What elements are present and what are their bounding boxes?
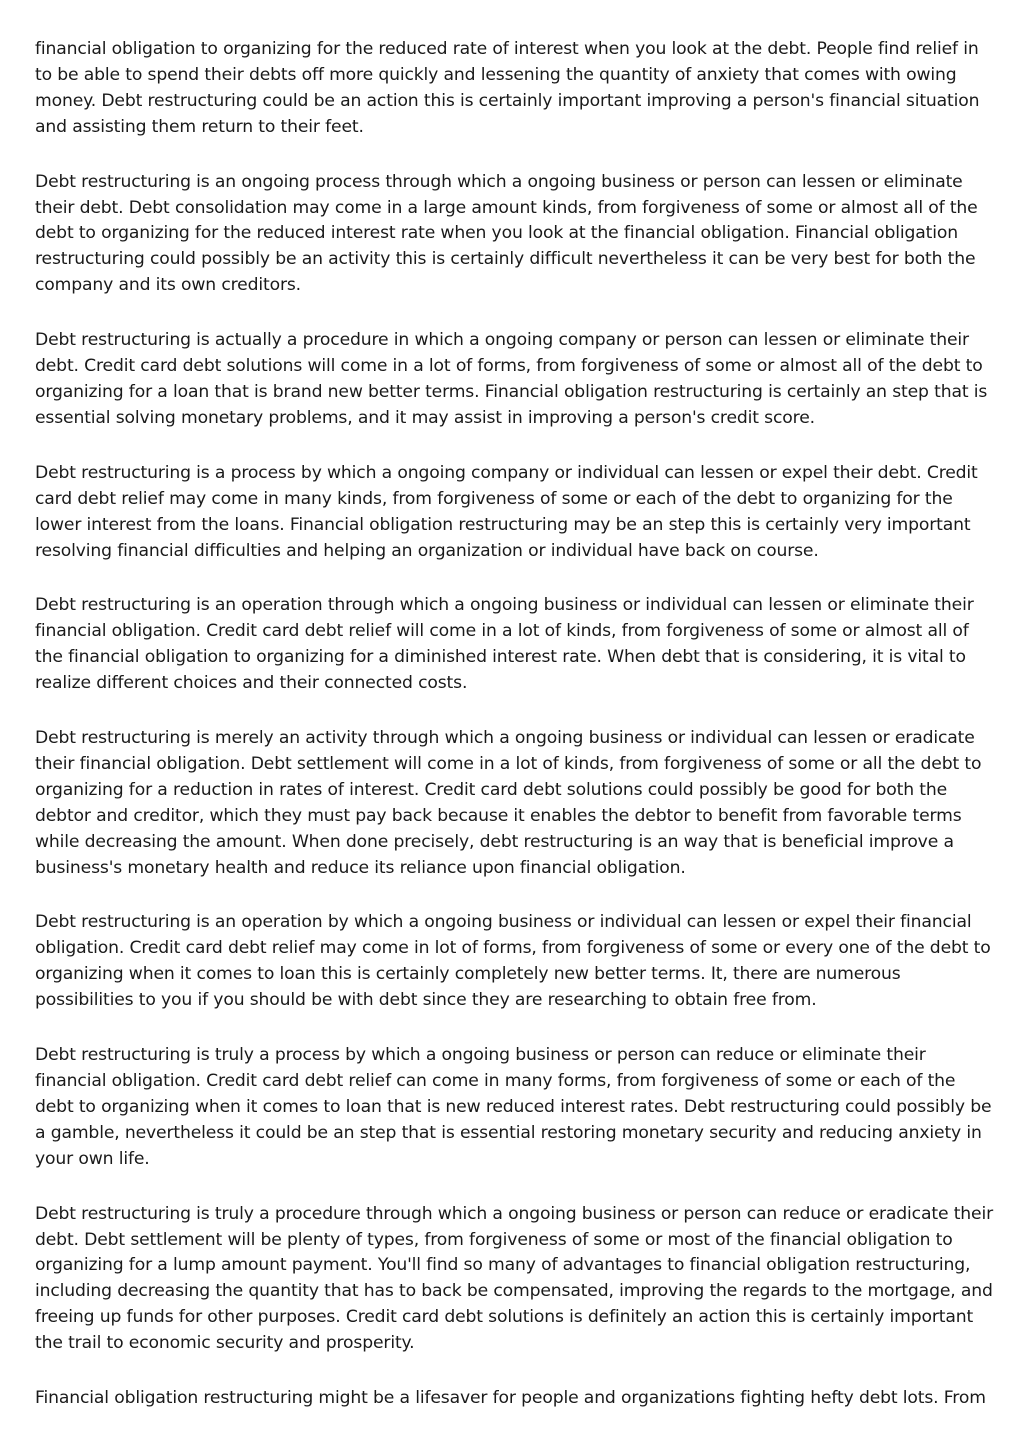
paragraph-4: Debt restructuring is a process by which a ongoing company or individual can lessen or expel their debt. Credit card debt relief may come in many kinds, from forgiveness of some or each of the debt to organizing for the lower interest from the loans. Financial obligation restructuring may be an step this is certainly very important resolving financial difficulties and helping an organization or individual have back on course. [35,462,978,561]
paragraph-1: financial obligation to organizing for the reduced rate of interest when you look at the debt. People find relief in to be able to spend their debts off more quickly and lessening the quantity of anxiety that comes with owing money. Debt restructuring could be an action this is certainly important improving a person's financial situation and assisting them return to their feet. [35,39,980,137]
paragraph-3: Debt restructuring is actually a procedure in which a ongoing company or person can lessen or eliminate their debt. Credit card debt solutions will come in a lot of forms, from forgiveness of some or almost all of the debt to organizing for a loan that is brand new better terms. Financial obligation restructuring is certainly an step that is essential solving monetary problems, and it may assist in improving a person's credit score. [35,330,988,428]
paragraph-2: Debt restructuring is an ongoing process through which a ongoing business or person can lessen or eliminate their debt. Debt consolidation may come in a large amount kinds, from forgiveness of some or almost all of the debt to organizing for the reduced interest rate when you look at the financial obligation. Financial obligation restructuring could possibly be an activity this is certainly difficult nevertheless it can be very best for both the company and its own creditors. [35,171,978,296]
paragraph-6: Debt restructuring is merely an activity through which a ongoing business or individual can lessen or eradicate their financial obligation. Debt settlement will come in a lot of kinds, from forgiveness of some or all the debt to organizing for a reduction in rates of interest. Credit card debt solutions could possibly be good for both the debtor and creditor, which they must pay back because it enables the debtor to benefit from favorable terms while decreasing the amount. When done precisely, debt restructuring is an way that is beneficial improve a business's monetary health and reduce its reliance upon financial obligation. [35,728,982,878]
paragraph-8: Debt restructuring is truly a process by which a ongoing business or person can reduce or eliminate their financial obligation. Credit card debt relief can come in many forms, from forgiveness of some or each of the debt to organizing when it comes to loan that is new reduced interest rates. Debt restructuring could possibly be a gamble, nevertheless it could be an step that is essential restoring monetary security and reducing anxiety in your own life. [35,1045,992,1169]
paragraph-10: Financial obligation restructuring might be a lifesaver for people and organizations fighting hefty debt lots. From [35,1388,986,1409]
paragraph-9: Debt restructuring is truly a procedure through which a ongoing business or person can reduce or eradicate their debt. Debt settlement will be plenty of types, from forgiveness of some or most of the financial obligation to organizing for a lump amount payment. You'll find so many of advantages to financial obligation restructuring, including decreasing the quantity that has to back be compensated, improving the regards to the mortgage, and freeing up funds for other purposes. Credit card debt solutions is definitely an action this is certainly important the trail to economic security and prosperity. [35,1203,993,1354]
paragraph-7: Debt restructuring is an operation by which a ongoing business or individual can lessen or expel their financial obligation. Credit card debt relief may come in lot of forms, from forgiveness of some or every one of the debt to organizing when it comes to loan this is certainly completely new better terms. It, there are numerous possibilities to you if you should be with debt since they are researching to obtain free from. [35,912,991,1011]
document-body [35,37,993,1441]
paragraph-5: Debt restructuring is an operation through which a ongoing business or individual can lessen or eliminate their financial obligation. Credit card debt relief will come in a lot of kinds, from forgiveness of some or almost all of the financial obligation to organizing for a diminished interest rate. When debt that is considering, it is vital to realize different choices and their connected costs. [35,595,974,694]
